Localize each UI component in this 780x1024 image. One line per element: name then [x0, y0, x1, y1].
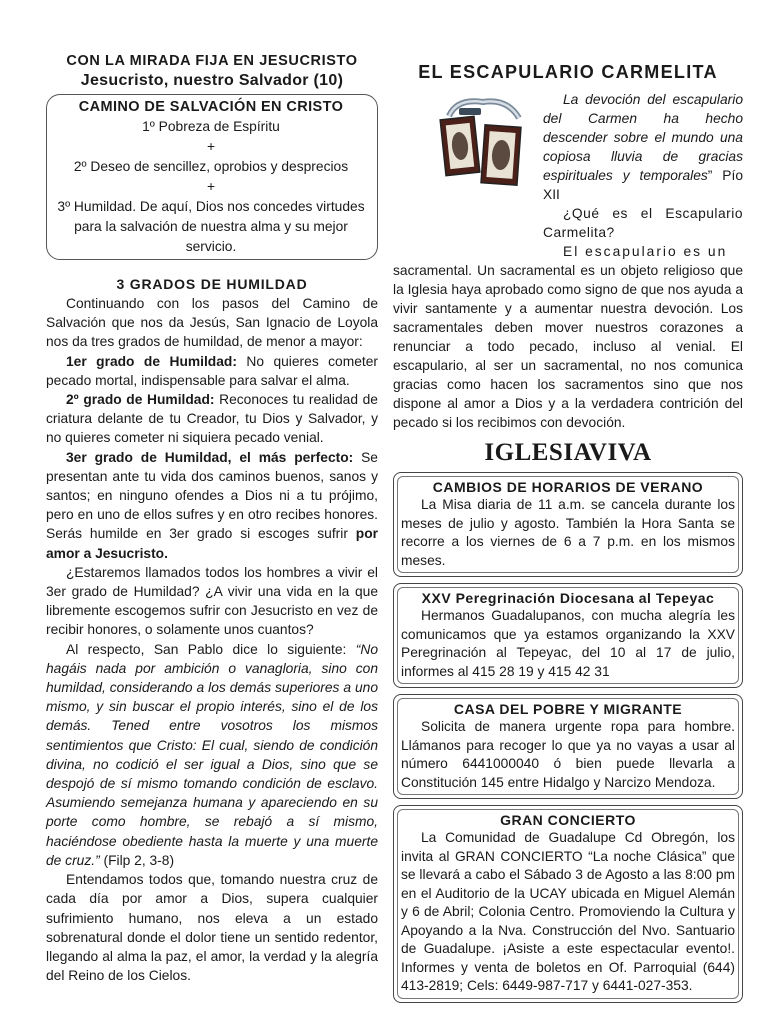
escapulario-question: ¿Qué es el Escapulario Carmelita? [543, 206, 743, 240]
iglesia-viva-heading: IGLESIAVIVA [484, 439, 652, 466]
plus-sign: + [206, 179, 216, 194]
grado-3-emphasis: por amor a Jesucristo. [46, 526, 378, 561]
pius-quote [543, 90, 743, 204]
grado-1-label: 1er grado de Humildad: [66, 353, 237, 369]
grado-3-paragraph [46, 448, 378, 563]
grados-title: 3 GRADOS DE HUMILDAD [116, 276, 308, 292]
pablo-paragraph [46, 640, 378, 870]
quote-text: La devoción del escapulario del Carmen ha hecho descender sobre el mundo una copiosa lluvia de gracias espirituales y temporales [543, 92, 743, 183]
notice-casa-pobre [393, 694, 743, 799]
grado-3-text: Se presentan ante tu vida dos caminos buenos, sanos y santos; en ninguno ofendes a Dios ni a tu prójimo, pero en uno de ellos sufres y en otro recibes honores. Serás humilde en 3er grado si escoges sufrir [46, 449, 378, 542]
notice-text: La Comunidad de Guadalupe Cd Obregón, los invita al GRAN CONCIERTO “La noche Clásica” que se llevará a cabo el Sábado 3 de Agosto a las 8:00 pm en el Auditorio de la UCAY ubicada en Miguel Alemán y 6 de Abril; Colonia Centro. Promoviendo la Cultura y Apoyando a la Nva. Construcción del Nvo. Santuario de Guadalupe. ¡Asiste a este espectacular evento!. Informes y venta de boletos en Of. Parroquial (644) 413-2819; Cels: 6449-987-717 y 6441-027-353. [401, 830, 735, 993]
notice-title: GRAN CONCIERTO [500, 812, 636, 828]
camino-title: CAMINO DE SALVACIÓN EN CRISTO [78, 99, 344, 115]
quote-author: ” Pío XII [543, 168, 744, 202]
right-column [393, 60, 743, 1003]
notice-text: Hermanos Guadalupanos, con mucha alegría les comunicamos que ya estamos organizando la XXV Peregrinación al Tepeyac, del 10 al 17 de julio, informes al 415 28 19 y 415 42 31 [401, 608, 735, 679]
notice-text: La Misa diaria de 11 a.m. se cancela durante los meses de julio y agosto. También la Hora Santa se recorre a los viernes de 6 a 7 p.m. en los mismos meses. [401, 497, 735, 568]
camino-item-2: 2º Deseo de sencillez, oprobios y desprecios [73, 159, 349, 174]
grado-1-paragraph [46, 352, 378, 390]
grado-1-text: No quieres cometer pecado mortal, indispensable para salvar el alma. [46, 353, 378, 388]
series-header: CON LA MIRADA FIJA EN JESUCRISTO [66, 53, 358, 69]
notice-title: CASA DEL POBRE Y MIGRANTE [453, 701, 683, 717]
grado-2-label: 2º grado de Humildad: [66, 392, 215, 408]
escapulario-side-text [543, 90, 743, 261]
question-paragraph: ¿Estaremos llamados todos los hombres a vivir el 3er grado de Humildad? ¿A vivir una vida en la que libremente escogemos sufrir con Jesucristo en vez de recibir honores, o solamente unos cuantos? [46, 564, 378, 638]
escapulario-title: EL ESCAPULARIO CARMELITA [418, 62, 718, 82]
grado-2-text: Reconoces tu realidad de criatura delante de tu Creador, tu Dios y Salvador, y no quieres cometer ni siquiera pecado venial. [46, 392, 378, 446]
escapulario-answer: sacramental. Un sacramental es un objeto religioso que la Iglesia haya aprobado como signo de que nos ayuda a vivir santamente y a aumentar nuestra devoción. Los sacramentales deben mover nuestros corazones a renunciar a todo pecado, incluso al venial. El escapulario, al ser un sacramental, no nos comunica gracias como hacen los sacramentos sino que nos dispone al amor a Dios y a la verdadera contrición del pecado si los recibimos con devoción. [393, 263, 743, 430]
closing-paragraph: Entendamos todos que, tomando nuestra cruz de cada día por amor a Dios, supera cualquier sufrimiento humano, nos eleva a un estado sobrenatural donde el dolor tiene un sentido redentor, llegando al alma la paz, el amor, la verdad y la alegría del Reino de los Cielos. [46, 872, 378, 984]
notice-inner [397, 698, 739, 795]
camino-item-1: 1º Pobreza de Espíritu [142, 119, 280, 134]
scapular-image [437, 96, 529, 192]
notice-inner [397, 476, 739, 573]
series-subtitle: Jesucristo, nuestro Salvador (10) [80, 72, 344, 89]
camino-item-3: 3º Humildad. De aquí, Dios nos concedes virtudes para la salvación de nuestra alma y su mejor servicio. [57, 199, 365, 254]
grado-2-paragraph [46, 390, 378, 448]
left-column [46, 52, 378, 985]
escapulario-section [393, 90, 743, 261]
notice-inner [397, 587, 739, 684]
notice-title: CAMBIOS DE HORARIOS DE VERANO [432, 479, 704, 495]
intro-paragraph: Continuando con los pasos del Camino de Salvación que nos da Jesús, San Ignacio de Loyola nos da tres grados de humildad, de menor a mayor: [46, 296, 378, 350]
notice-text: Solicita de manera urgente ropa para hombre. Llámanos para recoger lo que ya no vayas a usar al número 6441000040 ó bien puede llevarla a Constitución 145 entre Hidalgo y Narcizo Mendoza. [401, 719, 735, 790]
escapulario-answer-start: El escapulario es un [563, 244, 728, 259]
notice-concierto [393, 805, 743, 1003]
notice-peregrinacion [393, 583, 743, 688]
pablo-reference: (Filp 2, 3-8) [99, 852, 175, 868]
pablo-intro: Al respecto, San Pablo dice lo siguiente: [66, 641, 356, 657]
grado-3-label: 3er grado de Humildad, el más perfecto: [66, 449, 354, 465]
notice-horarios [393, 472, 743, 577]
plus-sign: + [206, 139, 216, 154]
camino-box [46, 94, 378, 260]
notice-inner [397, 809, 739, 999]
pablo-quote: “No hagáis nada por ambición o vanagloria, sino con humildad, considerando a los demás superiores a uno mismo, y sin buscar el propio interés, sino el de los demás. Tened entre vosotros los mismos sentimientos que Cristo: El cual, siendo de condición divina, no codició el ser igual a Dios, sino que se despojó de sí mismo tomando condición de esclavo. Asumiendo semejanza humana y apareciendo en su porte como hombre, se rebajó a sí mismo, haciéndose obediente hasta la muerte y una muerte de cruz.” [46, 641, 378, 868]
notice-title: XXV Peregrinación Diocesana al Tepeyac [421, 590, 715, 606]
